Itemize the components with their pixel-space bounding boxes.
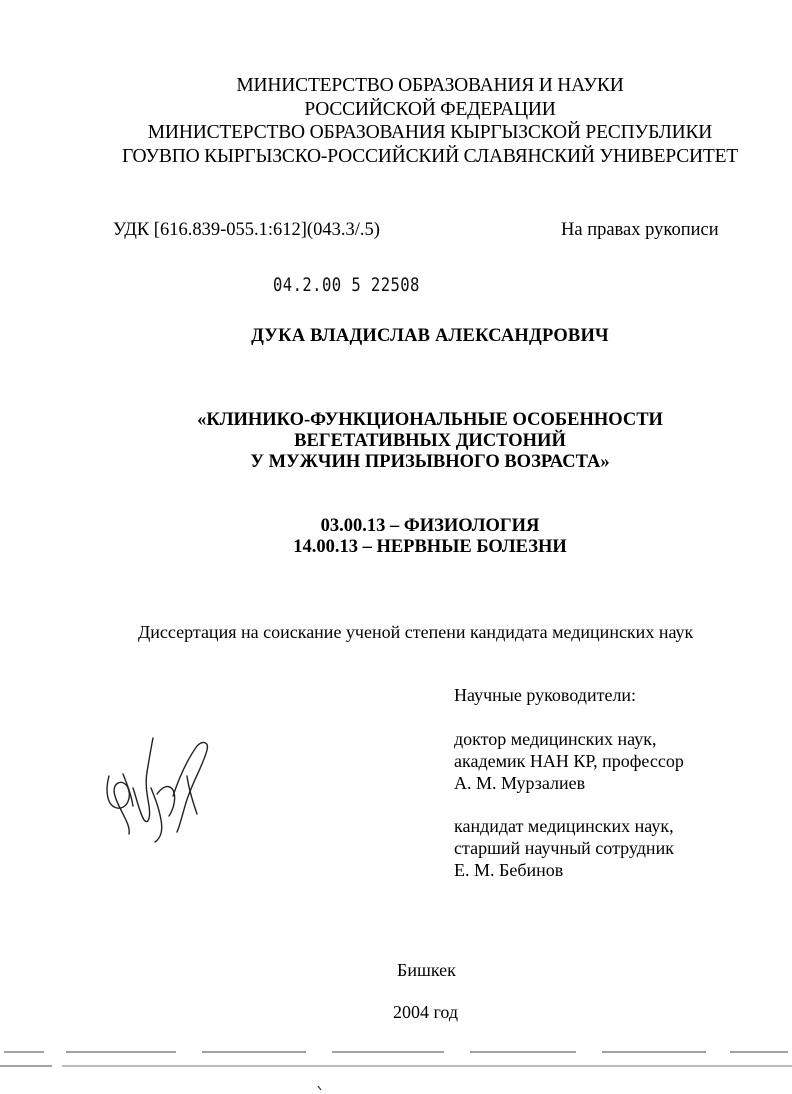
scan-artifact-lines: [0, 1040, 792, 1094]
author-name: ДУКА ВЛАДИСЛАВ АЛЕКСАНДРОВИЧ: [251, 326, 609, 346]
header-line-1: МИНИСТЕРСТВО ОБРАЗОВАНИЯ И НАУКИ: [236, 75, 624, 96]
header-line-2: РОССИЙСКОЙ ФЕДЕРАЦИИ: [304, 98, 556, 120]
degree-statement: Диссертация на соискание ученой степени кандидата медицинских наук: [138, 622, 694, 642]
dissertation-title: [0, 410, 792, 473]
udk-code: УДК [616.839-055.1:612](043.3/.5): [113, 220, 380, 240]
city: Бишкек: [397, 960, 456, 980]
header-line-4: ГОУВПО КЫРГЫЗСКО-РОССИЙСКИЙ СЛАВЯНСКИЙ УНИВЕРСИТЕТ: [121, 145, 739, 167]
year: 2004 год: [393, 1002, 459, 1022]
supervisor-2: [454, 815, 674, 881]
specialty-codes: [0, 516, 792, 558]
supervisor-2-line-2: старший научный сотрудник: [454, 838, 674, 858]
supervisors-heading: Научные руководители:: [454, 685, 637, 705]
ministry-header: [0, 74, 792, 168]
specialty-line-2: 14.00.13 – НЕРВНЫЕ БОЛЕЗНИ: [293, 537, 567, 557]
supervisor-1-line-3: А. М. Мурзалиев: [454, 773, 586, 793]
supervisor-2-line-3: Е. М. Бебинов: [454, 860, 564, 880]
title-line-3: У МУЖЧИН ПРИЗЫВНОГО ВОЗРАСТА»: [250, 452, 610, 472]
supervisor-1-line-2: академик НАН КР, профессор: [454, 751, 684, 771]
supervisor-1-line-1: доктор медицинских наук,: [454, 729, 657, 749]
signature-icon: [103, 736, 218, 846]
specialty-line-1: 03.00.13 – ФИЗИОЛОГИЯ: [320, 516, 540, 536]
supervisor-2-line-1: кандидат медицинских наук,: [454, 816, 674, 836]
header-line-3: МИНИСТЕРСТВО ОБРАЗОВАНИЯ КЫРГЫЗСКОЙ РЕСПУБЛИКИ: [147, 122, 713, 143]
manuscript-rights: На правах рукописи: [561, 220, 719, 240]
supervisor-1: [454, 728, 684, 794]
title-line-2: ВЕГЕТАТИВНЫХ ДИСТОНИЙ: [294, 431, 566, 451]
registration-stamp: 04.2.00 5 22508: [273, 274, 420, 296]
title-line-1: «КЛИНИКО-ФУНКЦИОНАЛЬНЫЕ ОСОБЕННОСТИ: [197, 410, 663, 430]
